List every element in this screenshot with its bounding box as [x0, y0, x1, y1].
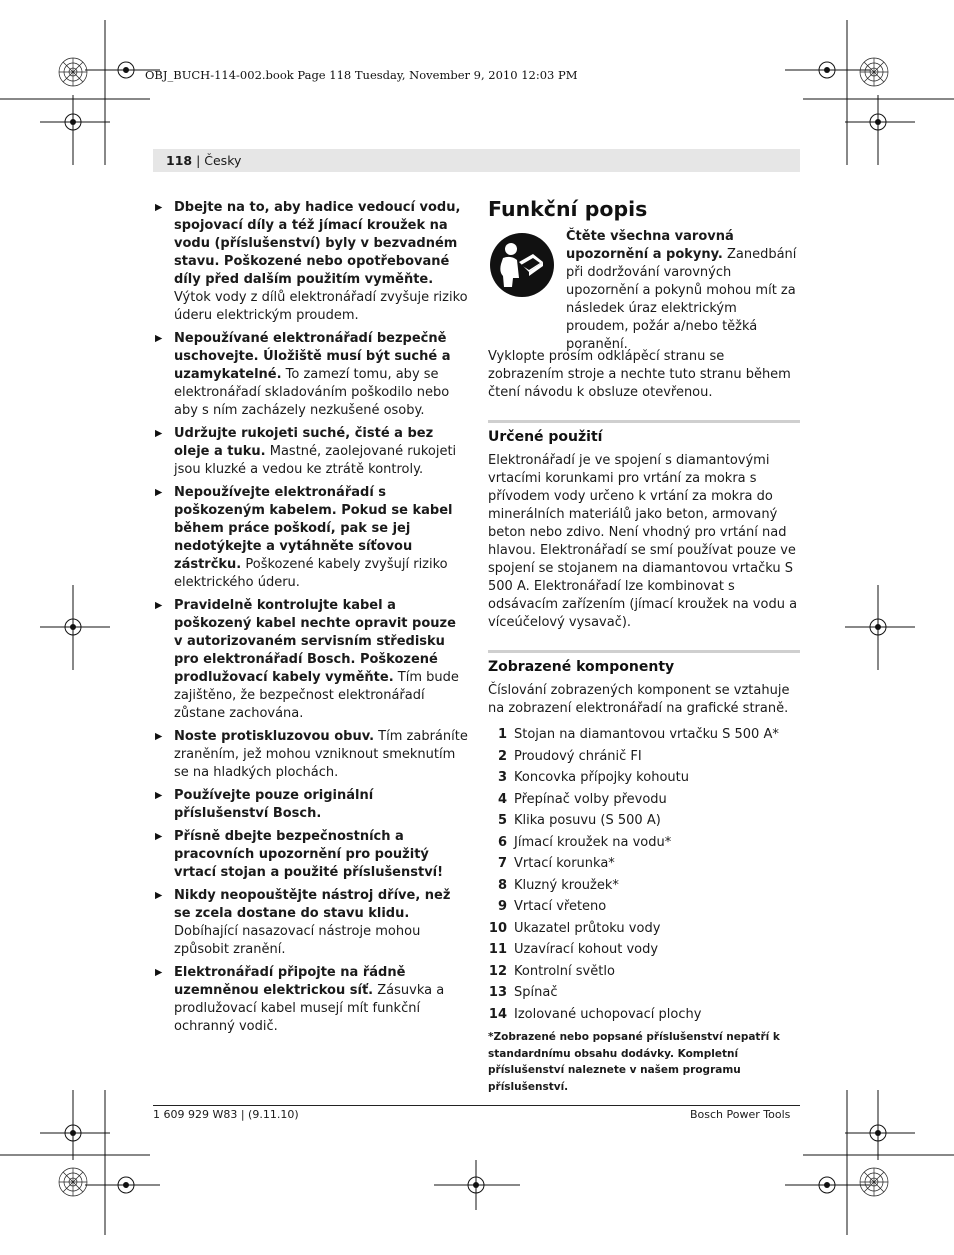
- safety-bullet: [153, 964, 468, 1036]
- component-number: 5: [497, 813, 507, 828]
- section-rule: [488, 650, 800, 653]
- component-label: Izolované uchopovací plochy: [514, 1006, 702, 1022]
- component-number: 9: [497, 899, 507, 914]
- component-label: Stojan na diamantovou vrtačku S 500 A*: [514, 727, 779, 742]
- list-item: [488, 810, 800, 832]
- bullet-bold: Pravidelně kontrolujte kabel a poškozený kabel nechte opravit pouze v autorizovaném servisním středisku pro elektronářadí Bosch. Poškozené prodlužovací kabely vyměňte.: [174, 598, 456, 685]
- component-number: 8: [497, 877, 507, 893]
- component-number: 13: [488, 985, 507, 1000]
- component-number: 12: [488, 963, 507, 979]
- list-item: [488, 896, 800, 918]
- warning-text: [566, 228, 801, 354]
- print-header-line: OBJ_BUCH-114-002.book Page 118 Tuesday, November 9, 2010 12:03 PM: [145, 68, 578, 82]
- safety-bullet: [153, 887, 468, 959]
- component-number: 2: [497, 748, 507, 764]
- component-label: Ukazatel průtoku vody: [514, 920, 661, 936]
- components-heading: Zobrazené komponenty: [488, 659, 675, 675]
- component-label: Jímací kroužek na vodu*: [514, 834, 672, 850]
- list-item: [488, 982, 800, 1004]
- list-item: [488, 789, 800, 811]
- safety-bullet: [153, 199, 468, 325]
- section-rule: [488, 420, 800, 423]
- list-item: [488, 918, 800, 940]
- section-title: Funkční popis: [488, 197, 648, 221]
- component-label: Proudový chránič FI: [514, 748, 642, 764]
- running-header: [166, 153, 241, 168]
- safety-bullet: [153, 330, 468, 420]
- bullet-text: Dobíhající nasazovací nástroje mohou způsobit zranění.: [174, 924, 421, 957]
- bullet-text: Tím zabráníte zraněním, jež mohou vzniknout smeknutím se na hladkých plochách.: [174, 729, 468, 780]
- list-item: [488, 767, 800, 789]
- component-number: 11: [488, 942, 507, 957]
- component-label: Klika posuvu (S 500 A): [514, 813, 661, 828]
- bullet-text: Výtok vody z dílů elektronářadí zvyšuje riziko úderu elektrickým proudem.: [174, 290, 468, 323]
- bullet-bold: Používejte pouze originální příslušenství Bosch.: [174, 788, 374, 821]
- component-label: Kluzný kroužek*: [514, 877, 619, 893]
- list-item: [488, 724, 800, 746]
- footer-rule: [153, 1105, 800, 1106]
- list-item: [488, 939, 800, 961]
- component-number: 1: [497, 727, 507, 742]
- components-list: [488, 724, 800, 1025]
- list-item: [488, 746, 800, 768]
- bullet-text: To zamezí tomu, aby se elektronářadí skladováním poškodilo nebo aby s ním zacházely nezkušené osoby.: [174, 367, 450, 418]
- list-item: [488, 875, 800, 897]
- footer-doc-number: 1 609 929 W83 | (9.11.10): [153, 1108, 299, 1121]
- bullet-bold: Přísně dbejte bezpečnostních a pracovních upozornění pro použitý vrtací stojan a použité příslušenství!: [174, 829, 444, 880]
- component-number: 6: [497, 834, 507, 850]
- intro-paragraph: Vyklopte prosím odklápěcí stranu se zobrazením stroje a nechte tuto stranu během čtení návodu k obsluze otevřenou.: [488, 349, 791, 400]
- bullet-bold: Dbejte na to, aby hadice vedoucí vodu, spojovací díly a též jímací kroužek na vodu (příslušenství) byly v bezvadném stavu. Poškozené nebo opotřebované díly před dalším použitím vyměňte.: [174, 200, 461, 287]
- accessory-footnote: *Zobrazené nebo popsané příslušenství nepatří k standardnímu obsahu dodávky. Kompletní příslušenství naleznete v našem programu příslušenství.: [488, 1031, 780, 1093]
- safety-bullet: [153, 728, 468, 782]
- page-number: 118: [166, 153, 193, 168]
- read-manual-icon: [489, 232, 555, 298]
- safety-bullet: [153, 484, 468, 592]
- component-number: 14: [488, 1006, 507, 1022]
- bullet-bold: Nikdy neopouštějte nástroj dříve, než se zcela dostane do stavu klidu.: [174, 888, 451, 921]
- safety-bullet-list: [153, 199, 468, 1041]
- warning-block: [488, 226, 800, 352]
- bullet-text: Zásuvka a prodlužovací kabel musejí mít funkční ochranný vodič.: [174, 983, 445, 1034]
- safety-bullet: [153, 597, 468, 723]
- list-item: [488, 1004, 800, 1026]
- list-item: [488, 853, 800, 875]
- safety-bullet: [153, 828, 468, 882]
- warning-body: Zanedbání při dodržování varovných upozornění a pokynů mohou mít za následek úraz elektrickým proudem, požár a/nebo těžká poranění.: [566, 247, 797, 352]
- bullet-bold: Nepoužívejte elektronářadí s poškozeným kabelem. Pokud se kabel během práce poškodí, pak se jej nedotýkejte a vytáhněte síťovou zástrčku.: [174, 485, 453, 572]
- list-item: [488, 832, 800, 854]
- bullet-text: Poškozené kabely zvyšují riziko elektrického úderu.: [174, 557, 448, 590]
- component-number: 10: [488, 920, 507, 936]
- component-number: 7: [497, 856, 507, 871]
- usage-paragraph: Elektronářadí je ve spojení s diamantovými vrtacími korunkami pro vrtání za mokra s přívodem vody určeno k vrtání za mokra do minerálních materiálů jako beton, armovaný beton nebo zdivo. Není vhodný pro vrtání nad hlavou. Elektronářadí se smí používat pouze ve spojení se stojanem na diamantovou vrtačku S 500 A. Elektronářadí lze kombinovat s odsávacím zařízením (jímací kroužek na vodu a víceúčelový vysavač).: [488, 453, 798, 630]
- component-label: Vrtací korunka*: [514, 856, 615, 871]
- bullet-text: Mastné, zaolejované rukojeti jsou kluzké a vedou ke ztrátě kontroly.: [174, 444, 457, 477]
- component-label: Přepínač volby převodu: [514, 791, 667, 807]
- component-label: Kontrolní světlo: [514, 963, 615, 979]
- functional-description: [488, 195, 800, 1095]
- component-number: 3: [497, 770, 507, 785]
- header-language: Česky: [204, 153, 242, 168]
- header-separator: |: [192, 153, 205, 168]
- component-label: Vrtací vřeteno: [514, 899, 607, 914]
- running-header-bar: [153, 149, 800, 172]
- safety-bullet: [153, 787, 468, 823]
- component-label: Uzavírací kohout vody: [514, 942, 659, 957]
- bullet-bold: Nepoužívané elektronářadí bezpečně uschovejte. Úložiště musí být suché a uzamykatelné.: [174, 331, 451, 382]
- safety-bullet: [153, 425, 468, 479]
- components-intro: Číslování zobrazených komponent se vztahuje na zobrazení elektronářadí na grafické straně.: [488, 683, 790, 716]
- usage-heading: Určené použití: [488, 429, 603, 445]
- footer-brand: Bosch Power Tools: [690, 1108, 791, 1121]
- bullet-text: Tím bude zajištěno, že bezpečnost elektronářadí zůstane zachována.: [174, 670, 459, 721]
- component-number: 4: [497, 791, 507, 807]
- bullet-bold: Elektronářadí připojte na řádně uzemněnou elektrickou síť.: [174, 965, 406, 998]
- warning-bold: Čtěte všechna varovná upozornění a pokyny.: [566, 229, 734, 262]
- bullet-bold: Udržujte rukojeti suché, čisté a bez oleje a tuku.: [174, 426, 434, 459]
- component-label: Spínač: [514, 985, 558, 1000]
- bullet-bold: Noste protiskluzovou obuv.: [174, 729, 375, 744]
- list-item: [488, 961, 800, 983]
- component-label: Koncovka přípojky kohoutu: [514, 770, 689, 785]
